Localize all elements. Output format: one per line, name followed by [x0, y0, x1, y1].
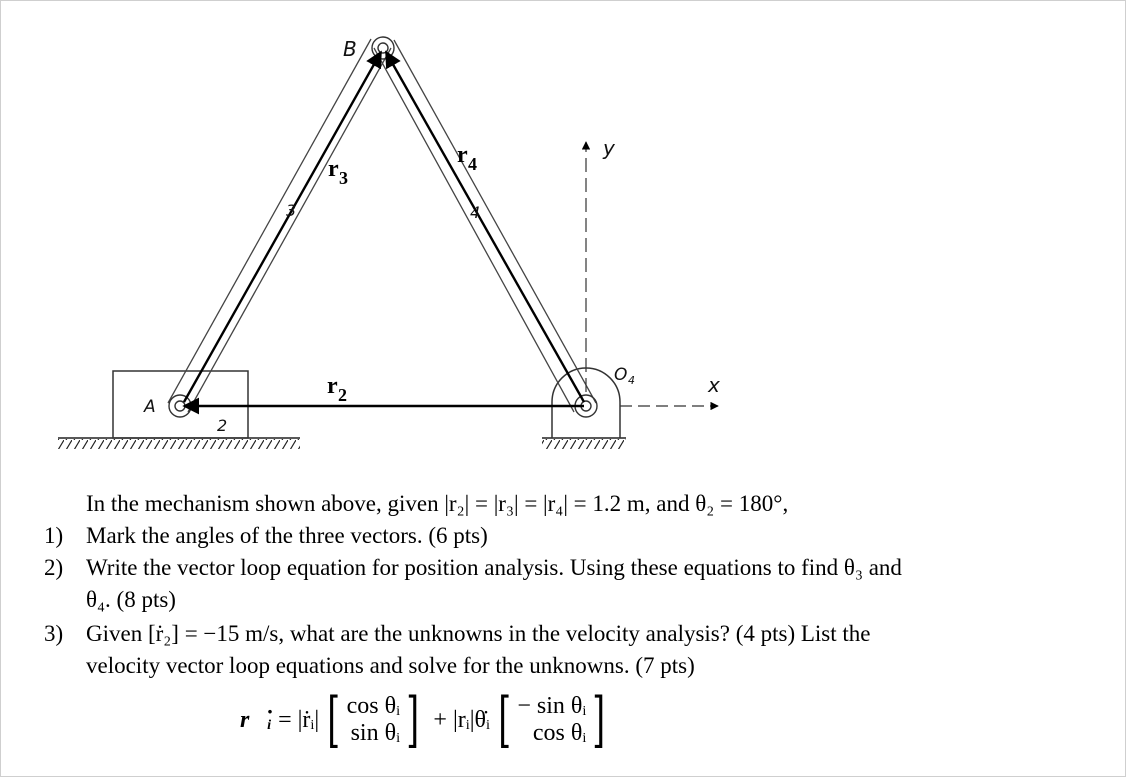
point-o4-label: O — [614, 365, 628, 385]
vector-r3-label — [328, 156, 348, 188]
item-1-number: 1) — [44, 523, 64, 548]
item-2-text-line1: Write the vector loop equation for position analysis. Using these equations to find θ₃ and — [86, 555, 902, 580]
item-1-text: Mark the angles of the three vectors. (6 pts) — [86, 523, 488, 548]
point-a-label: A — [144, 397, 156, 417]
link-3-number: 3 — [286, 201, 297, 220]
problem-intro: In the mechanism shown above, given |r₂| = |r₃| = |r₄| = 1.2 m, and θ₂ = 180°, — [86, 491, 789, 516]
formula-lhs: r⃗̇ᵢ — [240, 706, 273, 733]
item-3-text-line2: velocity vector loop equations and solve for the unknowns. (7 pts) — [86, 653, 695, 678]
link-4-number: 4 — [470, 203, 481, 222]
formula-coef1: |ṙᵢ| — [297, 706, 320, 733]
item-3-text-line1: Given [ṙ₂] = −15 m/s, what are the unknowns in the velocity analysis? (4 pts) List the — [86, 621, 871, 646]
vector-r4-arrow — [386, 52, 584, 402]
vector-r2-label — [327, 373, 347, 405]
svg-text:r: r — [457, 142, 468, 168]
item-2-number: 2) — [44, 555, 64, 580]
formula-plus: + — [433, 706, 447, 733]
vector-r3-arrow — [184, 52, 381, 402]
point-o4-subscript: 4 — [628, 374, 635, 387]
link-2-number: 2 — [217, 416, 228, 435]
svg-text:2: 2 — [338, 385, 347, 405]
matrix-2-bottom: cos θᵢ — [532, 720, 587, 746]
vector-r4-label — [457, 142, 477, 174]
matrix-2-top: − sin θᵢ — [517, 693, 587, 719]
x-axis-label: x — [708, 373, 720, 397]
svg-text:4: 4 — [468, 154, 477, 174]
formula-coef2: |rᵢ|θ̇ᵢ — [452, 706, 490, 733]
svg-text:r: r — [327, 373, 338, 399]
formula-equals: = — [278, 706, 292, 733]
velocity-formula — [240, 686, 614, 754]
matrix-1: [ cos θᵢ sin θᵢ ] — [327, 685, 420, 755]
matrix-1-bottom: sin θᵢ — [350, 720, 400, 746]
point-b-label: B — [343, 37, 357, 61]
item-3-number: 3) — [44, 621, 64, 646]
ground-a — [58, 438, 300, 449]
matrix-2: [ − sin θᵢ cos θᵢ ] — [498, 685, 606, 755]
matrix-1-top: cos θᵢ — [346, 693, 400, 719]
y-axis-label: y — [603, 136, 615, 160]
item-2-text-line2: θ₄. (8 pts) — [86, 587, 176, 612]
svg-text:3: 3 — [339, 168, 348, 188]
svg-text:r: r — [328, 156, 339, 182]
